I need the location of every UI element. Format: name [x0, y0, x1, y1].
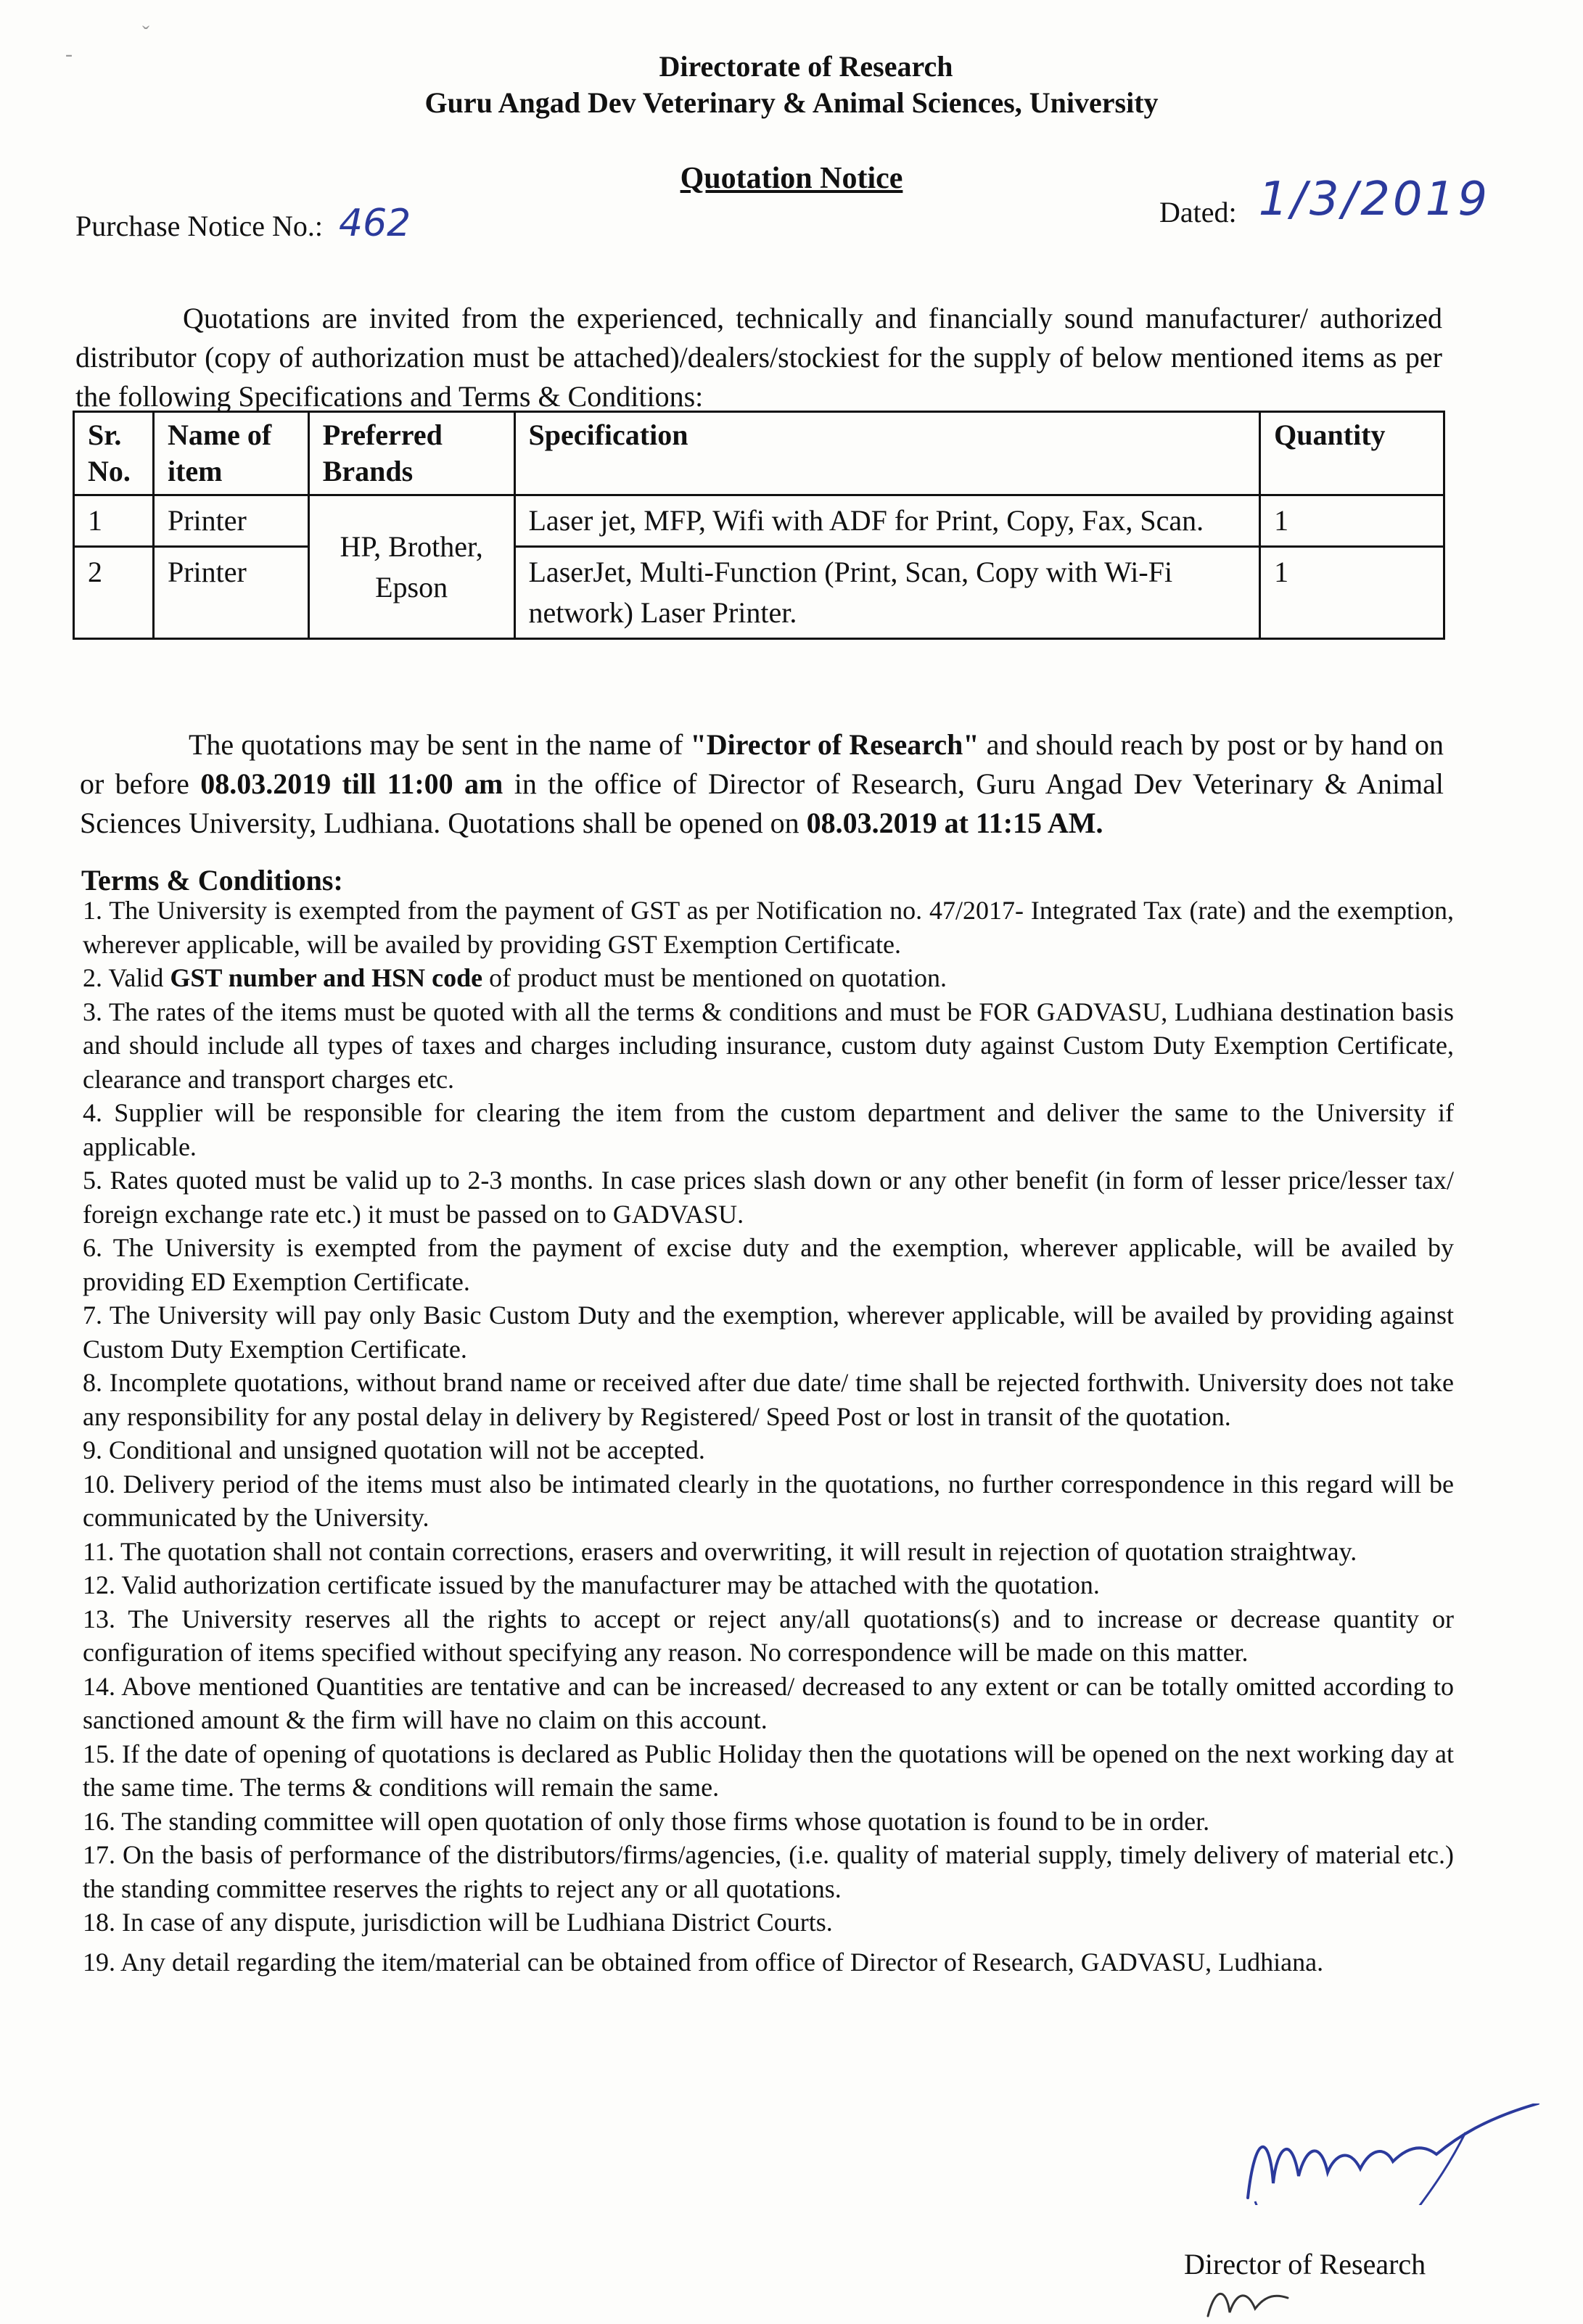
row-quantity: 1	[1260, 547, 1444, 639]
term-item: 16. The standing committee will open quotation of only those firms whose quotation is found to be in order.	[83, 1806, 1210, 1836]
submission-text: and should reach by post or by hand on or before	[80, 728, 1444, 800]
signature-mark	[1233, 2103, 1553, 2205]
submission-text: in the office of Director of Research, Guru Angad Dev Veterinary & Animal Sciences University, Ludhiana. Quotations shall be opened on	[80, 767, 1444, 839]
opening-date: 08.03.2019 at 11:15 AM.	[806, 807, 1103, 839]
term-item: 5. Rates quoted must be valid up to 2-3 months. In case prices slash down or any other benefit (in form of lesser price/lesser tax/ foreign exchange rate etc.) it must be passed on to GADVASU.	[83, 1166, 1454, 1229]
term-text: of product must be mentioned on quotation.	[482, 963, 947, 992]
row-preferred-brands: HP, Brother, Epson	[308, 495, 514, 639]
term-item: 11. The quotation shall not contain corrections, erasers and overwriting, it will result in rejection of quotation straightway.	[83, 1536, 1357, 1566]
university-heading: Guru Angad Dev Veterinary & Animal Sciences, University	[424, 86, 1159, 119]
term-item: 17. On the basis of performance of the distributors/firms/agencies, (i.e. quality of material supply, timely delivery of material etc.) the standing committee reserves the rights to reject any or all quotations.	[83, 1840, 1454, 1903]
table-row	[74, 547, 1444, 639]
term-item: 3. The rates of the items must be quoted with all the terms & conditions and must be FOR GADVASU, Ludhiana destination basis and should include all types of taxes and charges including insurance, custom duty against Custom Duty Exemption Certificate, clearance and transport charges etc.	[83, 997, 1454, 1094]
term-item: 4. Supplier will be responsible for clearing the item from the custom department and deliver the same to the University if applicable.	[83, 1098, 1454, 1161]
due-date: 08.03.2019 till 11:00 am	[200, 767, 503, 800]
row-specification: Laser jet, MFP, Wifi with ADF for Print, Copy, Fax, Scan.	[514, 495, 1260, 547]
table-row	[74, 495, 1444, 547]
dated-line	[1159, 173, 1490, 226]
dated-value: 1/3/2019	[1258, 173, 1491, 226]
addressee-name: "Director of Research"	[690, 728, 979, 761]
terms-list	[83, 894, 1454, 1979]
term-item: 7. The University will pay only Basic Custom Duty and the exemption, wherever applicable, will be availed by providing against Custom Duty Exemption Certificate.	[83, 1301, 1454, 1364]
term-item: 8. Incomplete quotations, without brand name or received after due date/ time shall be rejected forthwith. University does not take any responsibility for any postal delay in delivery by Registered/ Speed Post or lost in transit of the quotation.	[83, 1368, 1454, 1431]
term-item: 1. The University is exempted from the payment of GST as per Notification no. 47/2017- Integrated Tax (rate) and the exemption, wherever applicable, will be availed by providing GST Exemption Certificate.	[83, 896, 1454, 959]
row-sr-no: 1	[74, 495, 154, 547]
term-item: 19. Any detail regarding the item/material can be obtained from office of Director of Research, GADVASU, Ludhiana.	[83, 1947, 1324, 1977]
term-item: 6. The University is exempted from the payment of excise duty and the exemption, wherever applicable, will be availed by providing ED Exemption Certificate.	[83, 1233, 1454, 1296]
row-item-name: Printer	[153, 495, 308, 547]
initials-mark	[1204, 2283, 1320, 2320]
signatory-title: Director of Research	[1184, 2248, 1426, 2280]
submission-paragraph	[80, 725, 1444, 843]
header-quantity: Quantity	[1260, 412, 1444, 495]
items-table	[73, 411, 1445, 640]
scan-speck: -	[65, 42, 73, 66]
header-item-name: Name of item	[153, 412, 308, 495]
term-item: 18. In case of any dispute, jurisdiction will be Ludhiana District Courts.	[83, 1908, 833, 1937]
row-sr-no: 2	[74, 547, 154, 639]
directorate-heading: Directorate of Research	[659, 50, 953, 83]
term-text: 2. Valid	[83, 963, 170, 992]
header-preferred-brands: Preferred Brands	[308, 412, 514, 495]
purchase-notice-label: Purchase Notice No.:	[75, 210, 324, 242]
document-title: Quotation Notice	[680, 162, 903, 195]
table-header-row	[74, 412, 1444, 495]
submission-text: The quotations may be sent in the name of	[189, 728, 691, 761]
dated-label: Dated:	[1159, 196, 1237, 228]
term-item: 14. Above mentioned Quantities are tentative and can be increased/ decreased to any extent or can be totally omitted according to sanctioned amount & the firm will have no claim on this account.	[83, 1671, 1454, 1734]
term-emphasis: GST number and HSN code	[170, 963, 483, 992]
purchase-notice	[75, 202, 411, 245]
term-item: 12. Valid authorization certificate issued by the manufacturer may be attached with the quotation.	[83, 1570, 1100, 1599]
scan-speck: ˇ	[142, 22, 149, 46]
row-specification: LaserJet, Multi-Function (Print, Scan, Copy with Wi-Fi network) Laser Printer.	[514, 547, 1260, 639]
term-item: 13. The University reserves all the rights to accept or reject any/all quotations(s) and to increase or decrease quantity or configuration of items specified without specifying any reason. No correspondence will be made on this matter.	[83, 1604, 1454, 1667]
terms-heading: Terms & Conditions:	[81, 864, 343, 897]
term-item: 9. Conditional and unsigned quotation will not be accepted.	[83, 1435, 705, 1464]
header-sr-no: Sr. No.	[74, 412, 154, 495]
term-item: 10. Delivery period of the items must also be intimated clearly in the quotations, no further correspondence in this regard will be communicated by the University.	[83, 1469, 1454, 1532]
intro-paragraph: Quotations are invited from the experienced, technically and financially sound manufacturer/ authorized distributor (copy of authorization must be attached)/dealers/stockiest for the supply of below mentioned items as per the following Specifications and Terms & Conditions:	[75, 302, 1442, 413]
term-item: 15. If the date of opening of quotations is declared as Public Holiday then the quotations will be opened on the next working day at the same time. The terms & conditions will remain the same.	[83, 1739, 1454, 1802]
row-quantity: 1	[1260, 495, 1444, 547]
term-item	[83, 961, 1454, 995]
row-item-name: Printer	[153, 547, 308, 639]
purchase-notice-number: 462	[339, 202, 411, 245]
header-specification: Specification	[514, 412, 1260, 495]
